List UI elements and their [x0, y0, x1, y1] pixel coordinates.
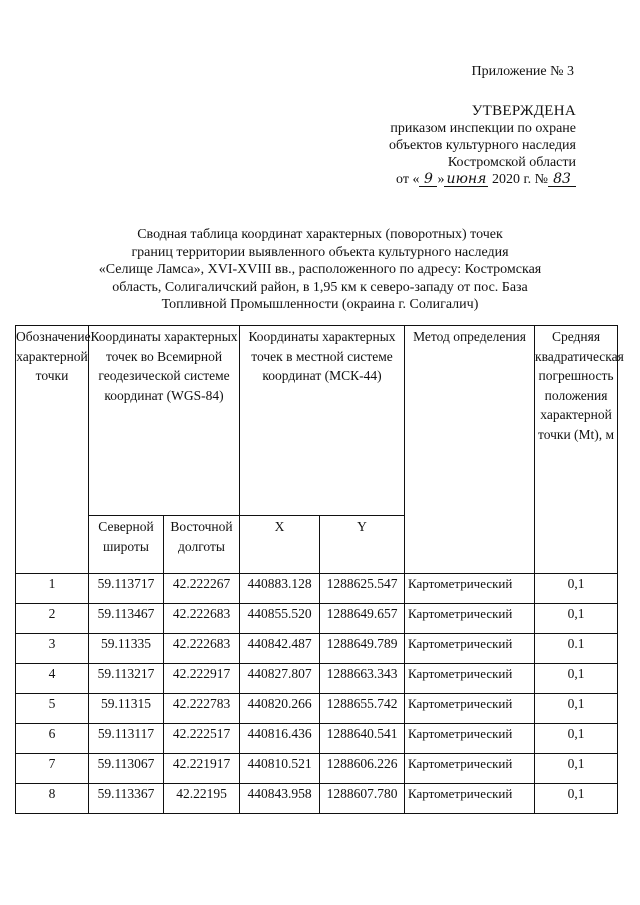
cell-lon: 42.222783 — [164, 694, 240, 724]
header-method: Метод определения — [405, 326, 535, 574]
cell-lon: 42.222917 — [164, 664, 240, 694]
cell-mt: 0,1 — [535, 604, 618, 634]
cell-lat: 59.113117 — [89, 724, 164, 754]
cell-point: 2 — [16, 604, 89, 634]
cell-lat: 59.113067 — [89, 754, 164, 784]
table-header-row — [16, 326, 618, 516]
heading-line: границ территории выявленного объекта культурного наследия — [131, 244, 509, 260]
cell-lon: 42.222683 — [164, 634, 240, 664]
cell-x: 440842.487 — [240, 634, 320, 664]
approval-date — [389, 171, 576, 188]
cell-lon: 42.221917 — [164, 754, 240, 784]
cell-lat: 59.113367 — [89, 784, 164, 814]
cell-method: Картометрический — [405, 754, 535, 784]
cell-x: 440816.436 — [240, 724, 320, 754]
cell-point: 6 — [16, 724, 89, 754]
cell-point: 8 — [16, 784, 89, 814]
header-error: Средняя квадратическая погрешность положения характерной точки (Mt), м — [535, 326, 618, 574]
order-number: 83 — [548, 172, 576, 187]
cell-x: 440883.128 — [240, 574, 320, 604]
cell-lon: 42.22195 — [164, 784, 240, 814]
table-row — [16, 574, 618, 604]
cell-method: Картометрический — [405, 694, 535, 724]
header-lon: Восточной долготы — [164, 516, 240, 574]
date-day: 9 — [419, 172, 437, 187]
cell-method: Картометрический — [405, 574, 535, 604]
appendix-label: Приложение № 3 — [471, 64, 574, 79]
date-prefix: от « — [396, 172, 420, 187]
cell-x: 440827.807 — [240, 664, 320, 694]
table-body — [16, 574, 618, 814]
cell-method: Картометрический — [405, 634, 535, 664]
date-mid: » — [437, 172, 445, 187]
table-row — [16, 694, 618, 724]
cell-lon: 42.222517 — [164, 724, 240, 754]
cell-lat: 59.113717 — [89, 574, 164, 604]
cell-x: 440820.266 — [240, 694, 320, 724]
cell-mt: 0,1 — [535, 754, 618, 784]
header-point: Обозначение характерной точки — [16, 326, 89, 574]
table-row — [16, 784, 618, 814]
cell-lat: 59.11315 — [89, 694, 164, 724]
cell-x: 440810.521 — [240, 754, 320, 784]
cell-lat: 59.113217 — [89, 664, 164, 694]
cell-y: 1288625.547 — [320, 574, 405, 604]
table-row — [16, 604, 618, 634]
cell-y: 1288663.343 — [320, 664, 405, 694]
cell-mt: 0,1 — [535, 694, 618, 724]
cell-method: Картометрический — [405, 784, 535, 814]
cell-mt: 0,1 — [535, 724, 618, 754]
approval-title: УТВЕРЖДЕНА — [471, 103, 576, 119]
document-heading — [60, 226, 580, 314]
header-lat: Северной широты — [89, 516, 164, 574]
heading-line: Сводная таблица координат характерных (поворотных) точек — [137, 227, 503, 242]
cell-y: 1288649.657 — [320, 604, 405, 634]
heading-line: Топливной Промышленности (окраина г. Солигалич) — [161, 297, 479, 312]
coordinates-table — [15, 325, 624, 814]
cell-lat: 59.113467 — [89, 604, 164, 634]
approval-block — [389, 103, 576, 188]
cell-y: 1288655.742 — [320, 694, 405, 724]
header-y: Y — [320, 516, 405, 574]
cell-lat: 59.11335 — [89, 634, 164, 664]
cell-point: 3 — [16, 634, 89, 664]
cell-point: 4 — [16, 664, 89, 694]
cell-mt: 0,1 — [535, 784, 618, 814]
cell-x: 440843.958 — [240, 784, 320, 814]
cell-y: 1288640.541 — [320, 724, 405, 754]
table-row — [16, 634, 618, 664]
cell-y: 1288606.226 — [320, 754, 405, 784]
cell-mt: 0.1 — [535, 634, 618, 664]
heading-line: область, Солигаличский район, в 1,95 км к северо-западу от пос. База — [112, 279, 528, 295]
cell-method: Картометрический — [405, 724, 535, 754]
heading-line: «Селище Ламса», XVI-XVIII вв., расположенного по адресу: Костромская — [98, 262, 542, 277]
header-x: X — [240, 516, 320, 574]
approval-line: приказом инспекции по охране — [390, 121, 576, 136]
cell-point: 7 — [16, 754, 89, 784]
cell-mt: 0,1 — [535, 574, 618, 604]
date-year: 2020 г. № — [491, 172, 548, 187]
cell-mt: 0,1 — [535, 664, 618, 694]
cell-method: Картометрический — [405, 604, 535, 634]
table-row — [16, 664, 618, 694]
header-wgs: Координаты характерных точек во Всемирной геодезической системе координат (WGS-84) — [89, 326, 240, 516]
cell-lon: 42.222267 — [164, 574, 240, 604]
cell-y: 1288649.789 — [320, 634, 405, 664]
cell-y: 1288607.780 — [320, 784, 405, 814]
cell-method: Картометрический — [405, 664, 535, 694]
header-msk: Координаты характерных точек в местной системе координат (МСК-44) — [240, 326, 405, 516]
table-row — [16, 754, 618, 784]
cell-point: 5 — [16, 694, 89, 724]
approval-line: объектов культурного наследия — [388, 138, 576, 153]
cell-lon: 42.222683 — [164, 604, 240, 634]
cell-point: 1 — [16, 574, 89, 604]
table-row — [16, 724, 618, 754]
date-month: июня — [444, 172, 488, 187]
cell-x: 440855.520 — [240, 604, 320, 634]
approval-line: Костромской области — [447, 155, 576, 170]
